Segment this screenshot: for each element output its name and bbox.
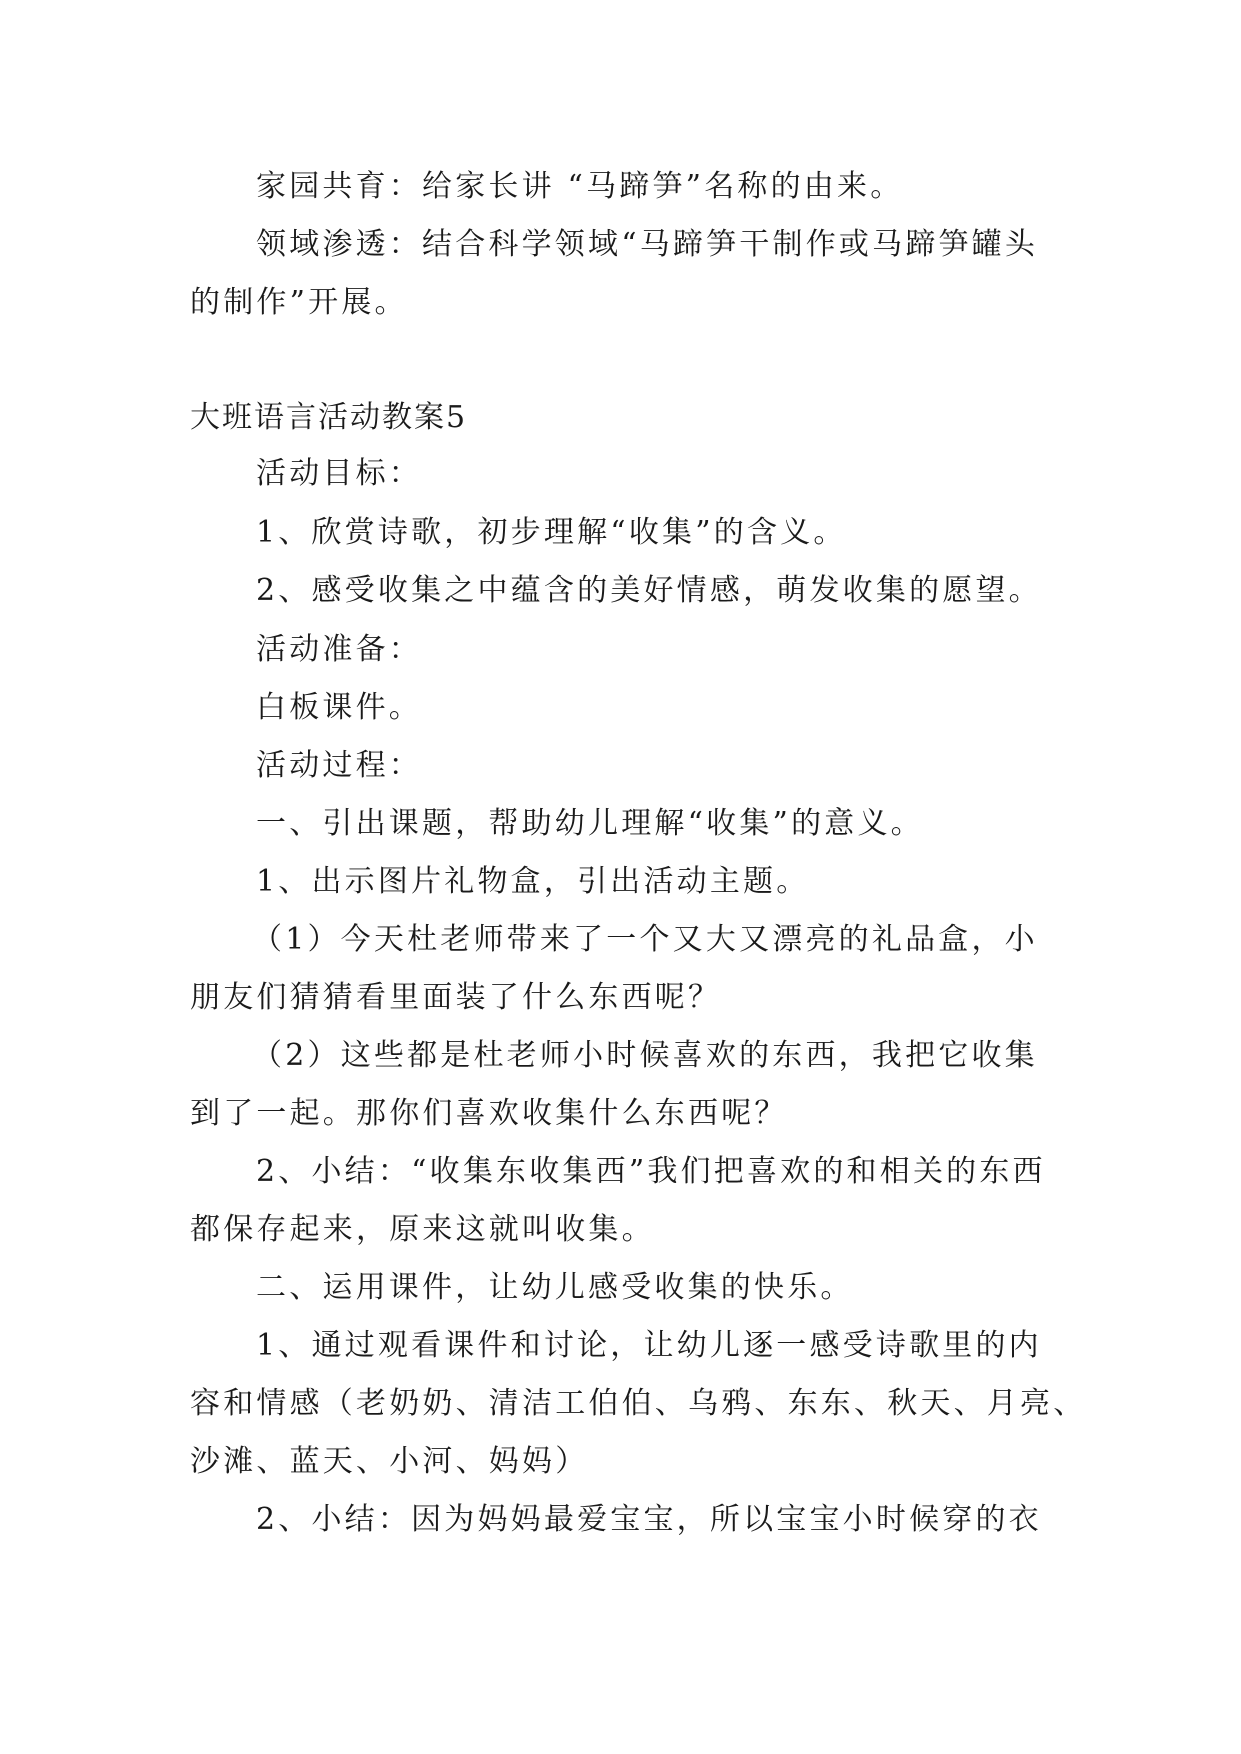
step-1: 一、引出课题，帮助幼儿理解“收集”的意义。: [256, 806, 924, 841]
step-2-1-line2: 容和情感（老奶奶、清洁工伯伯、乌鸦、东东、秋天、月亮、: [190, 1386, 1087, 1421]
step-2-1-line3: 沙滩、蓝天、小河、妈妈）: [190, 1444, 589, 1479]
paragraph-home-school: 家园共育：给家长讲 “马蹄笋”名称的由来。: [256, 169, 904, 204]
step-1-2-line1: 2、小结：“收集东收集西”我们把喜欢的和相关的东西: [256, 1154, 1046, 1189]
goals-label: 活动目标：: [256, 456, 422, 491]
goal-item-1: 1、欣赏诗歌，初步理解“收集”的含义。: [256, 515, 847, 550]
step-1-1b-line2: 到了一起。那你们喜欢收集什么东西呢？: [190, 1096, 788, 1131]
prep-item: 白板课件。: [256, 690, 422, 725]
goal-item-2: 2、感受收集之中蕴含的美好情感，萌发收集的愿望。: [256, 573, 1042, 608]
paragraph-domain-line2: 的制作”开展。: [190, 285, 408, 320]
step-2-1-line1: 1、通过观看课件和讨论，让幼儿逐一感受诗歌里的内: [256, 1328, 1042, 1363]
section-title: 大班语言活动教案5: [190, 400, 468, 435]
step-1-1b-line1: （2）这些都是杜老师小时候喜欢的东西，我把它收集: [252, 1038, 1038, 1073]
step-1-1a-line1: （1）今天杜老师带来了一个又大又漂亮的礼品盒，小: [252, 922, 1038, 957]
step-1-1a-line2: 朋友们猜猜看里面装了什么东西呢？: [190, 980, 722, 1015]
step-1-2-line2: 都保存起来，原来这就叫收集。: [190, 1212, 655, 1247]
step-1-1: 1、出示图片礼物盒，引出活动主题。: [256, 864, 810, 899]
prep-label: 活动准备：: [256, 632, 422, 667]
step-2: 二、运用课件，让幼儿感受收集的快乐。: [256, 1270, 854, 1305]
paragraph-domain-line1: 领域渗透：结合科学领域“马蹄笋干制作或马蹄笋罐头: [256, 227, 1039, 262]
process-label: 活动过程：: [256, 748, 422, 783]
step-2-2-line1: 2、小结：因为妈妈最爱宝宝，所以宝宝小时候穿的衣: [256, 1502, 1042, 1537]
